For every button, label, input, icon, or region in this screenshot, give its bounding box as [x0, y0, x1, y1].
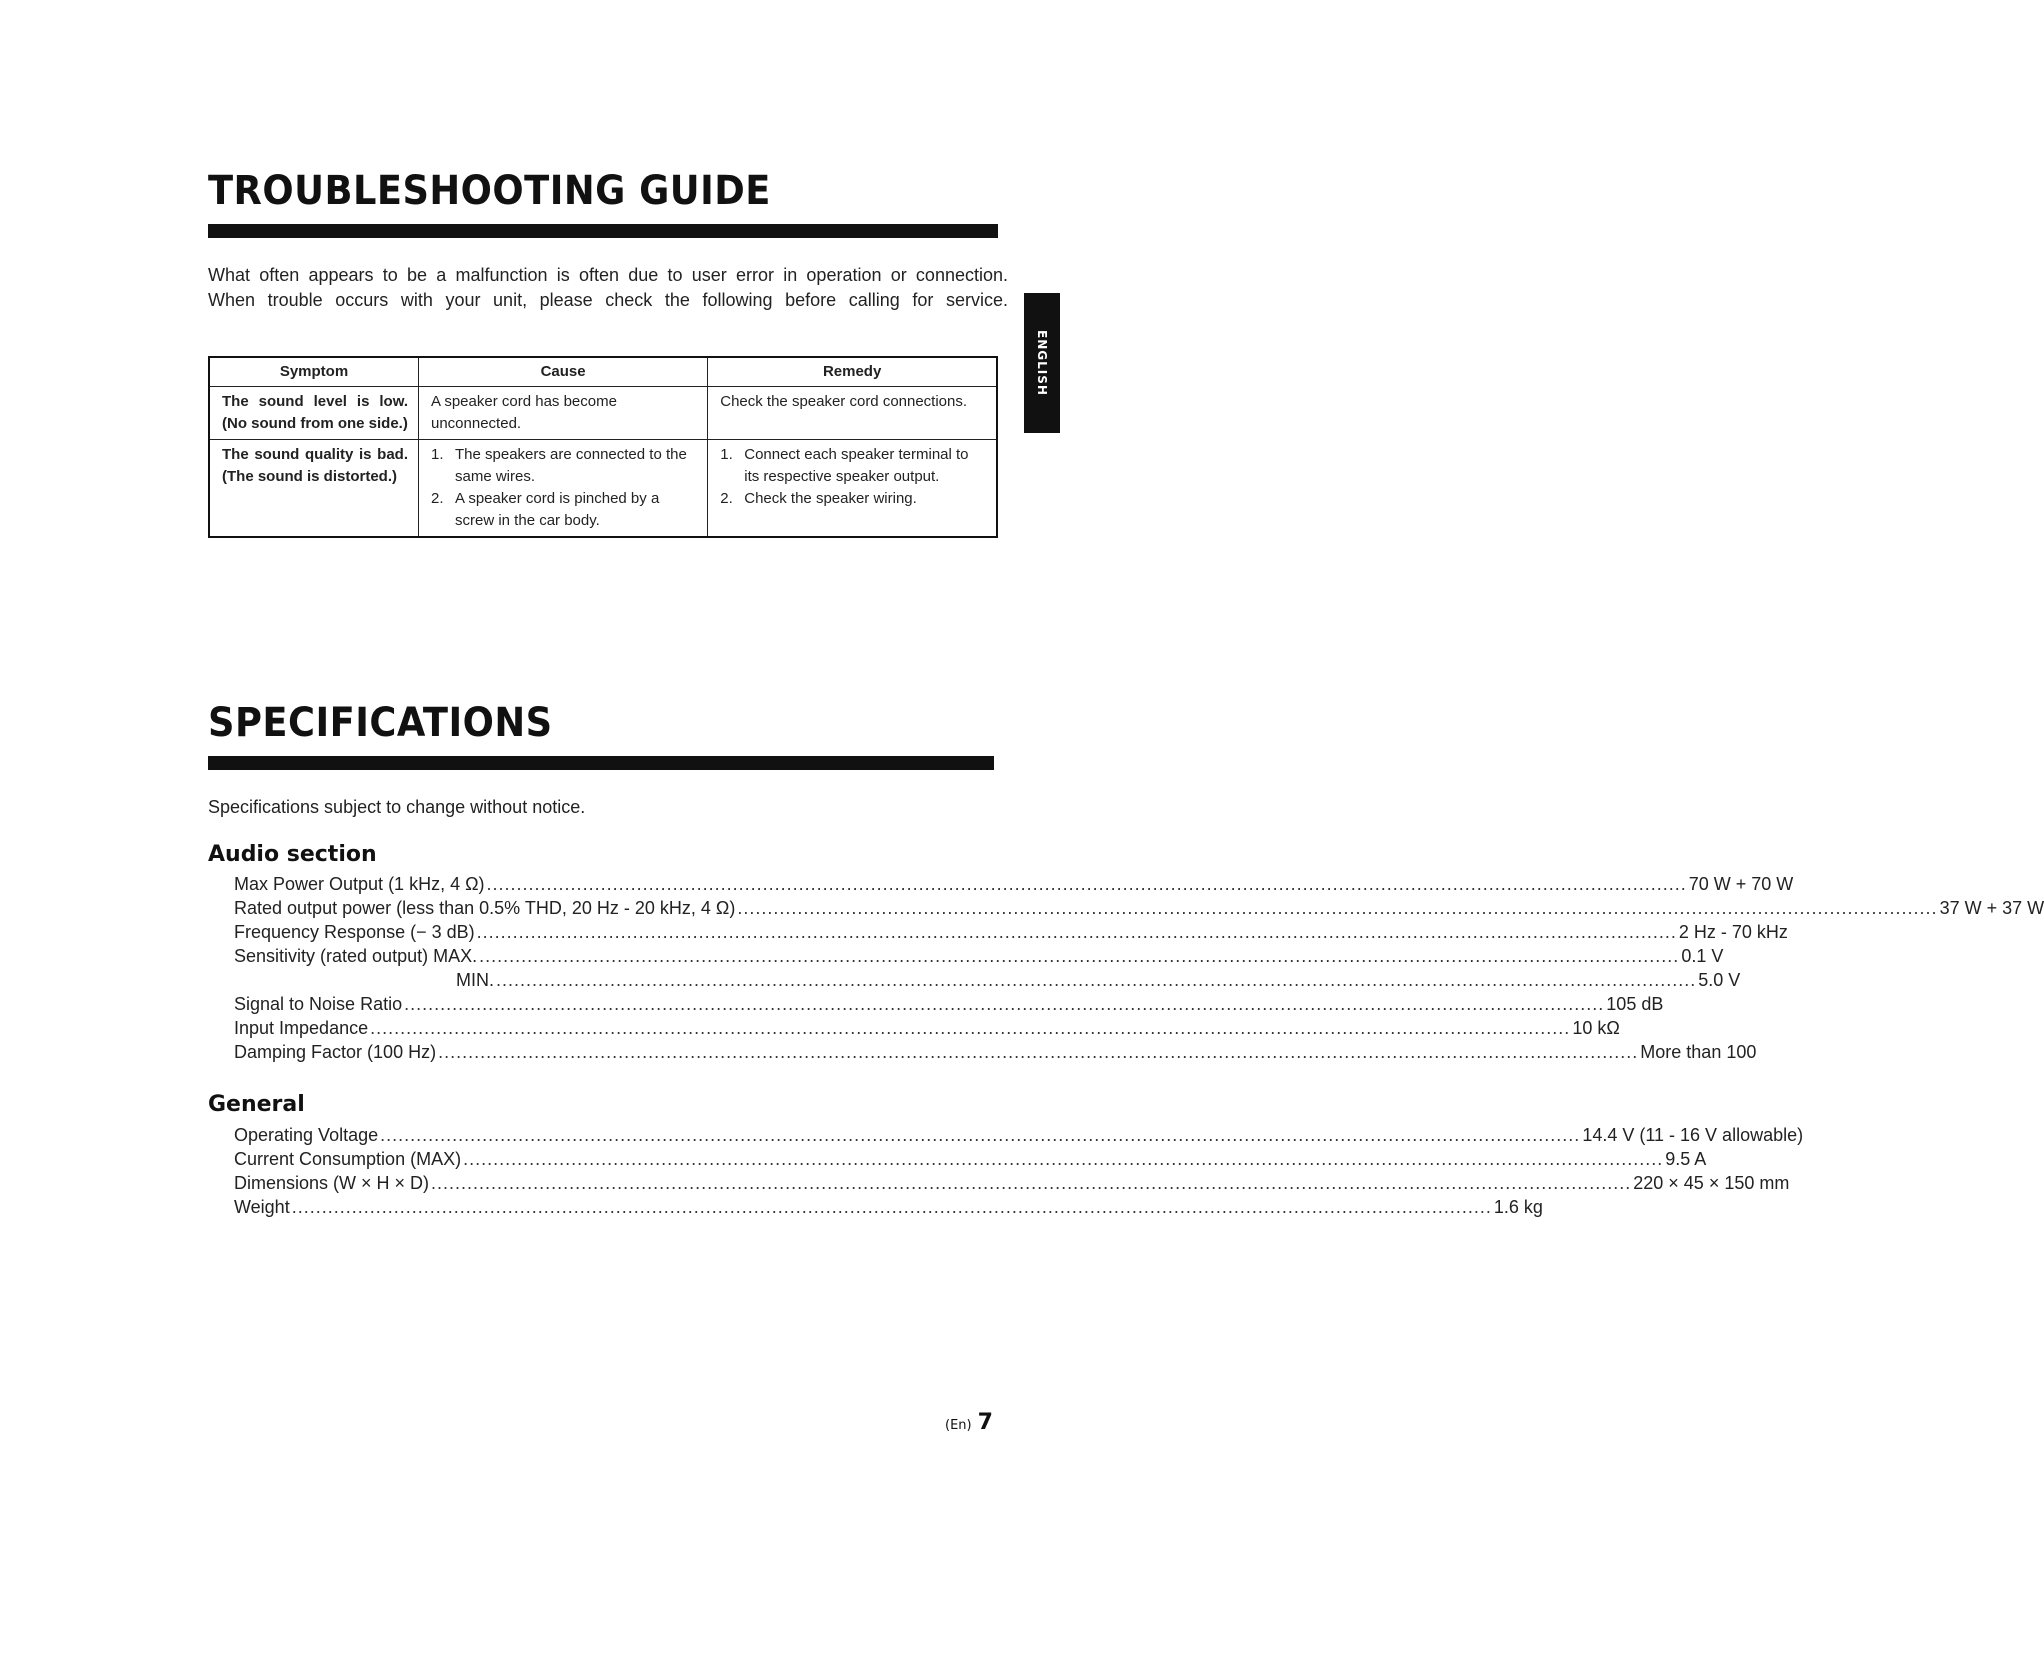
spec-label: Damping Factor (100 Hz) — [234, 1042, 437, 1062]
spec-value: 1.6 kg — [1493, 1197, 1543, 1217]
list-number: 2. — [431, 490, 444, 507]
spec-row — [234, 922, 1788, 946]
list-number: 1. — [431, 446, 444, 463]
page-number — [945, 1410, 993, 1435]
spec-label: Dimensions (W × H × D) — [234, 1173, 430, 1193]
spec-row — [234, 1018, 1620, 1042]
list-item — [431, 488, 697, 532]
spec-value: 9.5 A — [1665, 1149, 1707, 1169]
spec-row — [234, 1125, 1804, 1149]
troubleshooting-intro — [208, 263, 1008, 313]
spec-label: Current Consumption (MAX) — [234, 1149, 462, 1169]
title-rule — [208, 756, 994, 770]
language-tab — [1024, 293, 1060, 433]
specifications-title: SPECIFICATIONS — [208, 700, 553, 746]
spec-row — [234, 1042, 1757, 1066]
spec-row — [234, 898, 2044, 922]
header-cause: Cause — [419, 357, 708, 387]
dot-leader: ........................................................................................................................................................................................................ — [737, 898, 1938, 918]
intro-line-2: When trouble occurs with your unit, please check the following before calling for service. — [208, 290, 1008, 310]
title-rule — [208, 224, 998, 238]
spec-row — [234, 994, 1664, 1018]
header-remedy: Remedy — [708, 357, 997, 387]
remedy-list — [720, 444, 986, 510]
spec-row — [234, 1149, 1707, 1173]
dot-leader: ........................................................................................................................................................................................................ — [486, 874, 1687, 894]
troubleshooting-table — [208, 356, 998, 538]
spec-value: 220 × 45 × 150 mm — [1633, 1173, 1790, 1193]
list-item — [720, 488, 986, 510]
general-spec-list — [234, 1125, 1804, 1221]
list-text: Check the speaker wiring. — [744, 490, 917, 507]
spec-row — [234, 970, 1741, 994]
spec-label: Max Power Output (1 kHz, 4 Ω) — [234, 874, 485, 894]
spec-label: Operating Voltage — [234, 1125, 379, 1145]
cause-cell: A speaker cord has become unconnected. — [419, 387, 708, 440]
spec-value: 14.4 V (11 - 16 V allowable) — [1582, 1125, 1804, 1145]
spec-value: 2 Hz - 70 kHz — [1678, 922, 1788, 942]
list-number: 2. — [720, 490, 733, 507]
list-number: 1. — [720, 446, 733, 463]
dot-leader: ........................................................................................................................................................................................................ — [380, 1125, 1581, 1145]
spec-label: MIN. — [456, 970, 494, 990]
dot-leader: ........................................................................................................................................................................................................ — [479, 946, 1680, 966]
page-number-value: 7 — [977, 1410, 993, 1435]
spec-label: Frequency Response (− 3 dB) — [234, 922, 475, 942]
spec-row — [234, 1173, 1790, 1197]
spec-label: Weight — [234, 1197, 290, 1217]
spec-value: 10 kΩ — [1572, 1018, 1620, 1038]
table-row — [209, 440, 997, 538]
dot-leader: ........................................................................................................................................................................................................ — [291, 1197, 1492, 1217]
dot-leader: ........................................................................................................................................................................................................ — [463, 1149, 1664, 1169]
troubleshooting-title: TROUBLESHOOTING GUIDE — [208, 168, 771, 214]
spec-row — [234, 946, 1724, 970]
table-row — [209, 387, 997, 440]
spec-row — [234, 874, 1794, 898]
symptom-cell: The sound level is low. (No sound from one side.) — [209, 387, 419, 440]
intro-line-1: What often appears to be a malfunction is often due to user error in operation or connection. — [208, 265, 1008, 285]
spec-value: 5.0 V — [1698, 970, 1741, 990]
remedy-cell: Check the speaker cord connections. — [708, 387, 997, 440]
cause-list — [431, 444, 697, 532]
page-language: (En) — [945, 1418, 972, 1433]
general-section-heading: General — [208, 1092, 305, 1117]
language-tab-label: ENGLISH — [1035, 330, 1049, 396]
symptom-cell: The sound quality is bad. (The sound is distorted.) — [209, 440, 419, 538]
specifications-note: Specifications subject to change without notice. — [208, 797, 586, 817]
audio-spec-list — [234, 874, 2044, 1066]
spec-value: 70 W + 70 W — [1688, 874, 1794, 894]
spec-value: 37 W + 37 W — [1939, 898, 2044, 918]
cause-cell — [419, 440, 708, 538]
list-item — [720, 444, 986, 488]
list-text: The speakers are connected to the same wires. — [455, 446, 687, 485]
dot-leader: ........................................................................................................................................................................................................ — [496, 970, 1697, 990]
dot-leader: ........................................................................................................................................................................................................ — [431, 1173, 1632, 1193]
list-text: Connect each speaker terminal to its respective speaker output. — [744, 446, 969, 485]
audio-section-heading: Audio section — [208, 842, 377, 867]
spec-value: More than 100 — [1640, 1042, 1757, 1062]
table-header-row — [209, 357, 997, 387]
spec-value: 105 dB — [1606, 994, 1664, 1014]
header-symptom: Symptom — [209, 357, 419, 387]
spec-label: Rated output power (less than 0.5% THD, 20 Hz - 20 kHz, 4 Ω) — [234, 898, 736, 918]
spec-value: 0.1 V — [1681, 946, 1724, 966]
dot-leader: ........................................................................................................................................................................................................ — [438, 1042, 1639, 1062]
spec-label: Sensitivity (rated output) MAX. — [234, 946, 478, 966]
spec-label: Signal to Noise Ratio — [234, 994, 403, 1014]
dot-leader: ........................................................................................................................................................................................................ — [370, 1018, 1571, 1038]
spec-row — [234, 1197, 1543, 1221]
list-item — [431, 444, 697, 488]
dot-leader: ........................................................................................................................................................................................................ — [476, 922, 1677, 942]
dot-leader: ........................................................................................................................................................................................................ — [404, 994, 1605, 1014]
remedy-cell — [708, 440, 997, 538]
list-text: A speaker cord is pinched by a screw in the car body. — [455, 490, 660, 529]
spec-label: Input Impedance — [234, 1018, 369, 1038]
